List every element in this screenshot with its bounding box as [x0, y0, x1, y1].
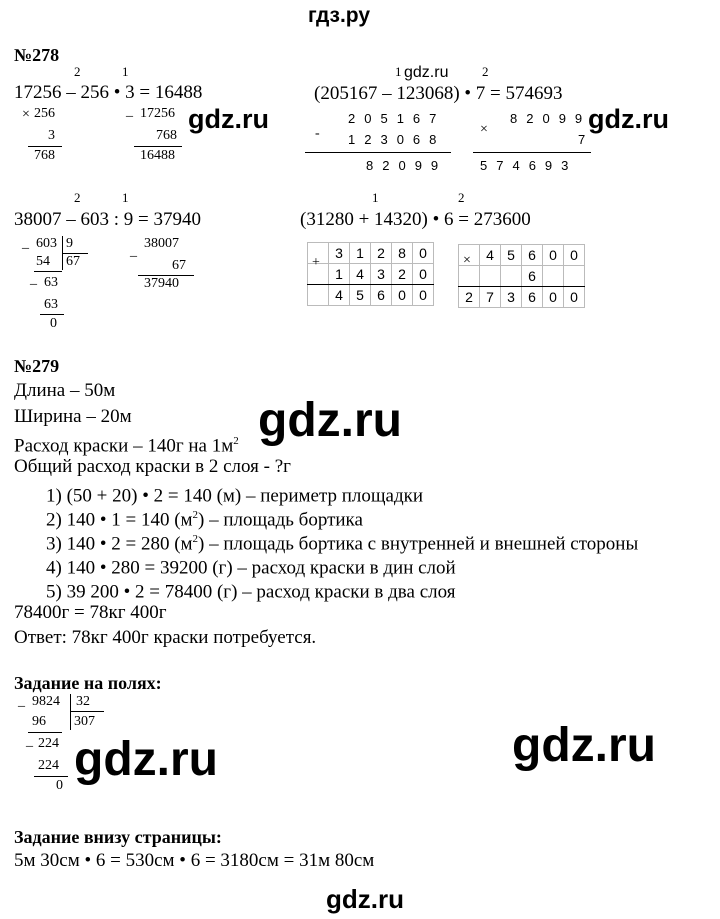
- watermark: gdz.ru: [404, 64, 449, 81]
- bottom-task-text: 5м 30см • 6 = 530см • 6 = 3180см = 31м 80см: [14, 850, 375, 871]
- dividend: 9824: [32, 694, 60, 709]
- grid-cell: 0: [392, 285, 413, 306]
- grid-cell: 0: [564, 287, 585, 308]
- column-result: 768: [34, 148, 55, 163]
- grid-cell: 0: [413, 264, 434, 285]
- column-operand: 7: [578, 132, 595, 147]
- grid-cell: 0: [564, 245, 585, 266]
- sub-sign: -: [315, 126, 320, 141]
- superscript: 2: [233, 435, 239, 447]
- watermark: gdz.ru: [188, 104, 269, 134]
- column-operand: 256: [34, 106, 55, 121]
- step-text: 4) 140 • 280 = 39200 (г) – расход краски в дин слой: [46, 557, 456, 579]
- footer-watermark: gdz.ru: [326, 884, 404, 914]
- remainder: 0: [56, 778, 63, 793]
- grid-cell: 6: [522, 266, 543, 287]
- dividend: 603: [36, 236, 57, 251]
- grid-cell: 4: [329, 285, 350, 306]
- remainder: 63: [44, 275, 58, 290]
- superscript: 2: [192, 533, 199, 545]
- divisor: 9: [66, 236, 73, 251]
- order-mark: 2: [482, 64, 489, 79]
- column-line: [28, 732, 62, 733]
- divisor: 32: [76, 694, 90, 709]
- order-mark: 2: [74, 64, 81, 79]
- order-mark: 1: [122, 64, 129, 79]
- equation-2: (205167 – 123068) • 7 = 574693: [314, 83, 563, 104]
- column-operand: 67: [172, 258, 186, 273]
- grid-cell: [501, 266, 522, 287]
- multiplication-grid: [458, 244, 585, 308]
- div-sign: _: [30, 272, 37, 287]
- order-mark: 1: [122, 190, 129, 205]
- watermark: gdz.ru: [258, 394, 402, 447]
- grid-cell: 7: [480, 287, 501, 308]
- grid-cell: 6: [522, 245, 543, 266]
- division-bar: [70, 694, 71, 730]
- grid-cell: 0: [413, 243, 434, 264]
- conversion-line: 78400г = 78кг 400г: [14, 602, 167, 623]
- equation-3: 38007 – 603 : 9 = 37940: [14, 209, 201, 230]
- order-mark: 2: [74, 190, 81, 205]
- grid-cell: 6: [522, 287, 543, 308]
- plus-sign: +: [312, 255, 320, 270]
- subtrahend: 54: [36, 254, 50, 269]
- given-line: [14, 430, 239, 457]
- superscript: 2: [192, 509, 199, 521]
- column-result: 37940: [144, 276, 179, 291]
- remainder: 224: [38, 736, 59, 751]
- column-line: [305, 152, 451, 153]
- grid-cell: [543, 266, 564, 287]
- addition-grid: [307, 242, 434, 306]
- subtrahend: 224: [38, 758, 59, 773]
- column-operand: 38007: [144, 236, 179, 251]
- grid-cell: 2: [459, 287, 480, 308]
- step-text: 2) 140 • 1 = 140 (м: [46, 509, 193, 531]
- column-line: [40, 314, 64, 315]
- step-text: ) – площадь бортика: [198, 509, 363, 531]
- div-sign: _: [18, 694, 25, 709]
- quotient: 307: [74, 714, 95, 729]
- watermark: gdz.ru: [74, 733, 218, 786]
- step-text: 3) 140 • 2 = 280 (м: [46, 533, 193, 555]
- grid-cell: 1: [350, 243, 371, 264]
- order-mark: 2: [458, 190, 465, 205]
- bottom-task-title: Задание внизу страницы:: [14, 827, 222, 847]
- column-line: [473, 152, 591, 153]
- given-line: Длина – 50м: [14, 380, 116, 401]
- sub-sign: _: [130, 244, 137, 259]
- header-watermark: гдз.ру: [308, 4, 371, 27]
- column-line: [28, 146, 62, 147]
- order-mark: 1: [395, 64, 402, 79]
- answer-line: Ответ: 78кг 400г краски потребуется.: [14, 627, 317, 648]
- column-result: 574693: [480, 158, 578, 173]
- column-operand: 17256: [140, 106, 175, 121]
- column-result: 82099: [366, 158, 448, 173]
- subtrahend: 63: [44, 297, 58, 312]
- grid-cell: [480, 266, 501, 287]
- grid-cell: 6: [371, 285, 392, 306]
- watermark: gdz.ru: [512, 719, 656, 772]
- grid-cell: 5: [350, 285, 371, 306]
- step-text: 1) (50 + 20) • 2 = 140 (м) – периметр площадки: [46, 485, 424, 507]
- column-line: [34, 776, 68, 777]
- margin-task-title: Задание на полях:: [14, 673, 162, 693]
- grid-cell: 0: [543, 245, 564, 266]
- mul-sign: ×: [463, 253, 471, 268]
- grid-cell: 1: [329, 264, 350, 285]
- column-line: [134, 146, 182, 147]
- div-sign: _: [26, 734, 33, 749]
- division-line: [70, 711, 104, 712]
- grid-cell: [308, 285, 329, 306]
- column-result: 16488: [140, 148, 175, 163]
- grid-cell: 8: [392, 243, 413, 264]
- grid-cell: 4: [480, 245, 501, 266]
- subtrahend: 96: [32, 714, 46, 729]
- equation-1: 17256 – 256 • 3 = 16488: [14, 82, 203, 103]
- grid-cell: 2: [371, 243, 392, 264]
- column-operand: 3: [48, 128, 55, 143]
- quotient: 67: [66, 254, 80, 269]
- given-line: Общий расход краски в 2 слоя - ?г: [14, 456, 291, 477]
- watermark: gdz.ru: [588, 104, 669, 134]
- grid-cell: 4: [350, 264, 371, 285]
- column-operand: 82099: [510, 111, 592, 126]
- column-operand: 205167: [348, 111, 446, 126]
- given-text: Расход краски – 140г на 1м: [14, 435, 234, 457]
- task-279-title: №279: [14, 356, 60, 376]
- remainder: 0: [50, 316, 57, 331]
- grid-cell: 2: [392, 264, 413, 285]
- equation-4: (31280 + 14320) • 6 = 273600: [300, 209, 531, 230]
- grid-cell: 5: [501, 245, 522, 266]
- solution-step: [46, 576, 455, 603]
- mul-sign: ×: [480, 122, 488, 137]
- grid-cell: 3: [371, 264, 392, 285]
- grid-cell: [564, 266, 585, 287]
- step-text: 5) 39 200 • 2 = 78400 (г) – расход краски в два слоя: [46, 581, 456, 603]
- grid-cell: 0: [413, 285, 434, 306]
- column-line: [34, 271, 62, 272]
- column-operand: 123068: [348, 132, 446, 147]
- sub-sign: _: [126, 104, 133, 119]
- column-operand: 768: [156, 128, 177, 143]
- given-line: Ширина – 20м: [14, 406, 132, 427]
- mul-sign: ×: [22, 107, 30, 122]
- step-text: ) – площадь бортика с внутренней и внешней стороны: [198, 533, 639, 555]
- grid-cell: 0: [543, 287, 564, 308]
- task-278-title: №278: [14, 45, 60, 65]
- grid-cell: 3: [329, 243, 350, 264]
- grid-cell: 3: [501, 287, 522, 308]
- order-mark: 1: [372, 190, 379, 205]
- div-sign: _: [22, 236, 29, 251]
